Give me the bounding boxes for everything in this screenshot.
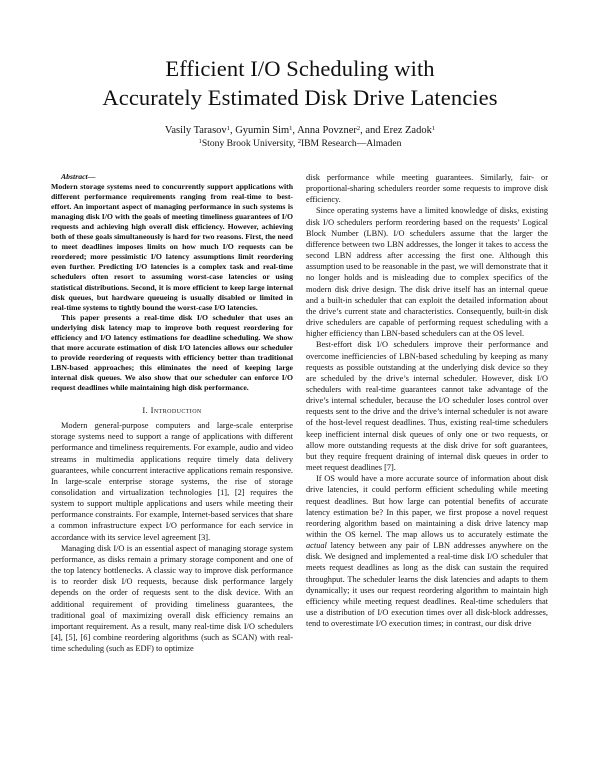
author-list bbox=[0, 124, 600, 137]
intro-paragraph-3: Since operating systems have a limited knowledge of disks, existing disk I/O schedulers perform reordering based on the requests’ Logical Block Number (LBN). I/O schedulers assume that the larger the difference between two LBN addresses, the longer it takes to access the second LBN address after accessing the first one. Although this assumption used to be reasonable in the past, we will demonstrate that it no longer holds and is misleading due to complex specifics of the modern disk drive design. The disk drive itself has an internal queue and a built-in scheduler that can exploit the detailed information about the drive’s current state and characteristics. Consequently, built-in disk drive schedulers are capable of performing request scheduling with a higher efficiency than LBN-based schedulers can at the OS level. bbox=[306, 206, 548, 339]
abstract bbox=[51, 172, 293, 393]
left-column bbox=[51, 172, 293, 654]
intro-paragraph-2: Managing disk I/O is an essential aspect of managing storage system performance, as disks remain a primary storage component and one of the top latency bottlenecks. A classic way to improve disk performance is to reorder disk I/O requests, because disk performance largely depends on the order of requests sent to the disk device. With an additional requirement of providing timeliness guarantees, the traditional goal of maximizing overall disk efficiency remains an important requirement. As a result, many real-time disk I/O schedulers [4], [5], [6] combine reordering algorithms (such as SCAN) with real-time scheduling (such as EDF) to optimize bbox=[51, 543, 293, 654]
author: Erez Zadok$^1$ bbox=[383, 125, 436, 136]
paper-title-line-2: Accurately Estimated Disk Drive Latencies bbox=[102, 85, 498, 110]
author: Anna Povzner$^2$, and bbox=[297, 125, 384, 136]
intro-paragraph-5: If OS would have a more accurate source of information about disk drive latencies, it could perform efficient scheduling while meeting request deadlines. But how large can potential benefits of accurate latency estimation be? In this paper, we first propose a novel request reordering algorithm based on maintaining a disk drive latency map within the OS kernel. The map allows us to accurately estimate the actual latency between any pair of LBN addresses anywhere on the disk. We designed and implemented a real-time disk I/O scheduler that meets request deadlines as long as the disk can sustain the required throughput. The scheduler learns the disk latencies and adapts to them dynamically; it uses our request reordering algorithm to maintain high efficiency while meeting request deadlines. Real-time schedulers that use a distribution of I/O execution times over all disk-block addresses, tend to overestimate I/O execution times; in contrast, our disk drive bbox=[306, 474, 548, 629]
abstract-label: Abstract— bbox=[61, 172, 96, 181]
abstract-paragraph-1: Abstract— Modern storage systems need to concurrently support applications with different performance requirements ranging from real-time to best-effort. An important aspect of managing performance in such systems is managing disk I/O with the goals of meeting timeliness guarantees of I/O requests and achieving high overall disk efficiency. However, achieving both of these goals simultaneously is hard for two reasons. First, the need to meet deadlines imposes limits on how much I/O requests can be reordered; more pessimistic I/O latency assumptions limit reordering even further. Predicting I/O latencies is a complex task and real-time schedulers often resort to assuming worst-case latencies or using statistical distributions. Second, it is more efficient to keep large internal disk queues, but hardware queueing is usually disabled or limited in real-time systems to tightly bound the worst-case I/O latencies. bbox=[51, 172, 293, 312]
affiliations bbox=[0, 138, 600, 150]
intro-paragraph-continued: disk performance while meeting guarantees. Similarly, fair- or proportional-sharing schedulers reorder some requests to improve disk efficiency. bbox=[306, 173, 548, 205]
intro-paragraph-4: Best-effort disk I/O schedulers improve their performance and overcome inefficiencies of LBN-based scheduling by keeping as many requests as possible outstanding at the underlying disk device so they are scheduled by the drive’s internal scheduler. However, disk I/O schedulers with real-time guarantees cannot take advantage of the drive’s internal scheduler, because the I/O scheduler loses control over requests sent to the drive and the drive’s internal scheduler is not aware of the host-level request deadlines. Thus, existing real-time schedulers keep inefficient internal disk queues of only one or two requests, or allow more outstanding requests at the disk drive for soft guarantees, but they require frequent draining of internal disk queues in order to meet request deadlines [7]. bbox=[306, 340, 548, 473]
affiliation: $^2$IBM Research—Almaden bbox=[297, 138, 402, 149]
intro-paragraph-1: Modern general-purpose computers and large-scale enterprise storage systems need to support a range of applications with different performance and timeliness requirements. For example, audio and video streams in multimedia applications require timely data delivery guarantees, while concurrent interactive applications remain responsive. In large-scale enterprise storage systems, the rise of storage consolidation and virtualization technologies [1], [2] requires the system to support multiple applications and users while meeting their performance constraints. For example, Internet-based services that share a common infrastructure expect I/O performance for each service in accordance with its service level agreement [3]. bbox=[51, 421, 293, 542]
abstract-paragraph-2: This paper presents a real-time disk I/O scheduler that uses an underlying disk latency map to improve both request reordering for efficiency and I/O latency estimations for deadline scheduling. We show that more accurate estimation of disk I/O latencies allows our scheduler to provide reordering of requests with efficiency better than traditional LBN-based approaches; this eliminates the need of keeping large internal disk queues. We also show that our scheduler can enforce I/O request deadlines while maintaining high disk performance. bbox=[51, 312, 293, 392]
section-heading-introduction: I. Introduction bbox=[142, 405, 202, 416]
author: Gyumin Sim$^1$, bbox=[235, 125, 298, 136]
paper-title-line-1: Efficient I/O Scheduling with bbox=[165, 56, 435, 81]
affiliation: $^1$Stony Brook University, bbox=[198, 138, 298, 149]
right-column bbox=[306, 172, 548, 629]
author: Vasily Tarasov$^1$, bbox=[164, 125, 236, 136]
